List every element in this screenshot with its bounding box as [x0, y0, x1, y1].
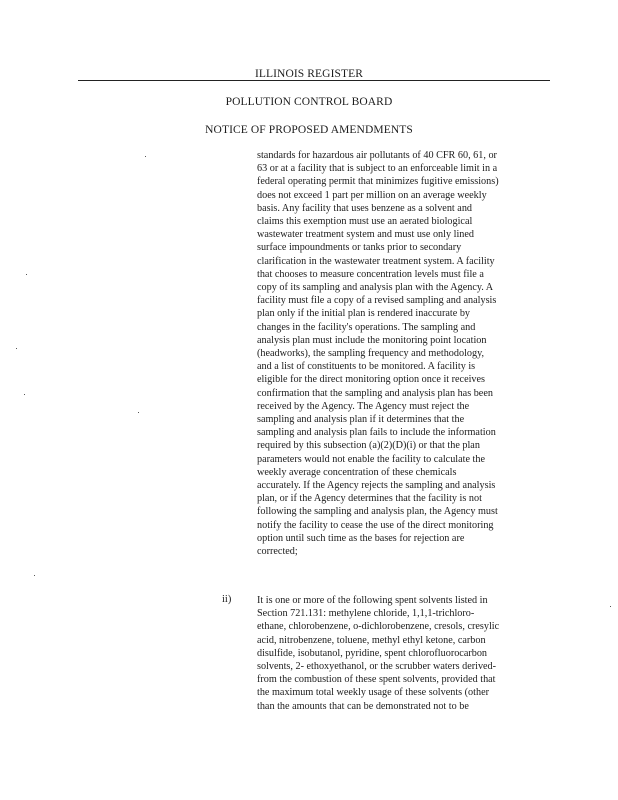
text-line: that chooses to measure concentration levels must file a	[257, 268, 484, 280]
text-line: weekly average concentration of these chemicals	[257, 466, 457, 478]
text-line: 63 or at a facility that is subject to an enforceable limit in a	[257, 163, 498, 175]
margin-speck	[610, 606, 611, 607]
text-line: disulfide, isobutanol, pyridine, spent chlorofluorocarbon	[257, 647, 488, 659]
text-line: It is one or more of the following spent solvents listed in	[257, 595, 488, 606]
item-ii-marker: ii)	[222, 594, 232, 605]
text-line: wastewater treatment system and must use only lined	[257, 229, 474, 241]
text-line: clarification in the wastewater treatment system. A facility	[257, 255, 495, 267]
text-line: analysis plan must include the monitoring point location	[257, 334, 487, 346]
notice-title: NOTICE OF PROPOSED AMENDMENTS	[205, 124, 413, 136]
text-line: than the amounts that can be demonstrated not to be	[257, 700, 469, 712]
text-line: changes in the facility's operations. The sampling and	[257, 321, 476, 333]
text-line: acid, nitrobenzene, toluene, methyl ethyl ketone, carbon	[257, 634, 486, 646]
item-ii-text	[257, 594, 547, 713]
text-line: following the sampling and analysis plan, the Agency must	[257, 506, 498, 518]
text-line: standards for hazardous air pollutants of 40 CFR 60, 61, or	[257, 150, 497, 161]
text-line: Section 721.131: methylene chloride, 1,1,1-trichloro-	[257, 608, 475, 620]
margin-speck	[24, 394, 25, 395]
text-line: required by this subsection (a)(2)(D)(i) or that the plan	[257, 440, 480, 452]
text-line: basis. Any facility that uses benzene as a solvent and	[257, 202, 473, 214]
text-line: plan only if the initial plan is rendered inaccurate by	[257, 308, 471, 320]
text-line: accurately. If the Agency rejects the sampling and analysis	[257, 480, 496, 492]
text-line: solvents, 2- ethoxyethanol, or the scrubber waters derived-	[257, 661, 497, 673]
margin-speck	[16, 348, 17, 349]
text-line: the maximum total weekly usage of these solvents (other	[257, 687, 489, 699]
board-title: POLLUTION CONTROL BOARD	[225, 96, 393, 108]
margin-speck	[26, 274, 27, 275]
text-line: from the combustion of these spent solvents, provided that	[257, 674, 496, 686]
text-line: federal operating permit that minimizes fugitive emissions)	[257, 176, 499, 188]
header-rule-right	[186, 80, 550, 81]
paragraph-continuation	[257, 149, 547, 558]
text-line: claims this exemption must use an aerated biological	[257, 216, 473, 228]
text-line: ethane, chlorobenzene, o-dichlorobenzene, cresols, cresylic	[257, 621, 500, 633]
text-line: copy of its sampling and analysis plan with the Agency. A	[257, 282, 494, 294]
text-line: surface impoundments or tanks prior to secondary	[257, 242, 462, 254]
text-line: option until such time as the bases for rejection are	[257, 532, 465, 544]
text-line: does not exceed 1 part per million on an average weekly	[257, 189, 487, 201]
text-line: (headworks), the sampling frequency and methodology,	[257, 348, 485, 360]
text-line: plan, or if the Agency determines that the facility is not	[257, 493, 482, 505]
text-line: sampling and analysis plan if it determines that the	[257, 414, 465, 426]
text-line: sampling and analysis plan fails to include the information	[257, 427, 496, 439]
text-line: and a list of constituents to be monitored. A facility is	[257, 361, 476, 373]
text-line: received by the Agency. The Agency must reject the	[257, 400, 470, 412]
header-rule-left	[78, 80, 186, 81]
margin-speck	[34, 575, 35, 576]
text-line: facility must file a copy of a revised sampling and analysis	[257, 295, 497, 307]
register-title: ILLINOIS REGISTER	[254, 68, 364, 80]
text-line: eligible for the direct monitoring option once it receives	[257, 374, 486, 386]
text-line: notify the facility to cease the use of the direct monitoring	[257, 519, 494, 531]
margin-speck	[145, 156, 146, 157]
text-line: parameters would not enable the facility to calculate the	[257, 453, 485, 465]
text-line: confirmation that the sampling and analysis plan has been	[257, 387, 493, 399]
margin-speck	[138, 412, 139, 413]
text-line: corrected;	[257, 546, 298, 558]
